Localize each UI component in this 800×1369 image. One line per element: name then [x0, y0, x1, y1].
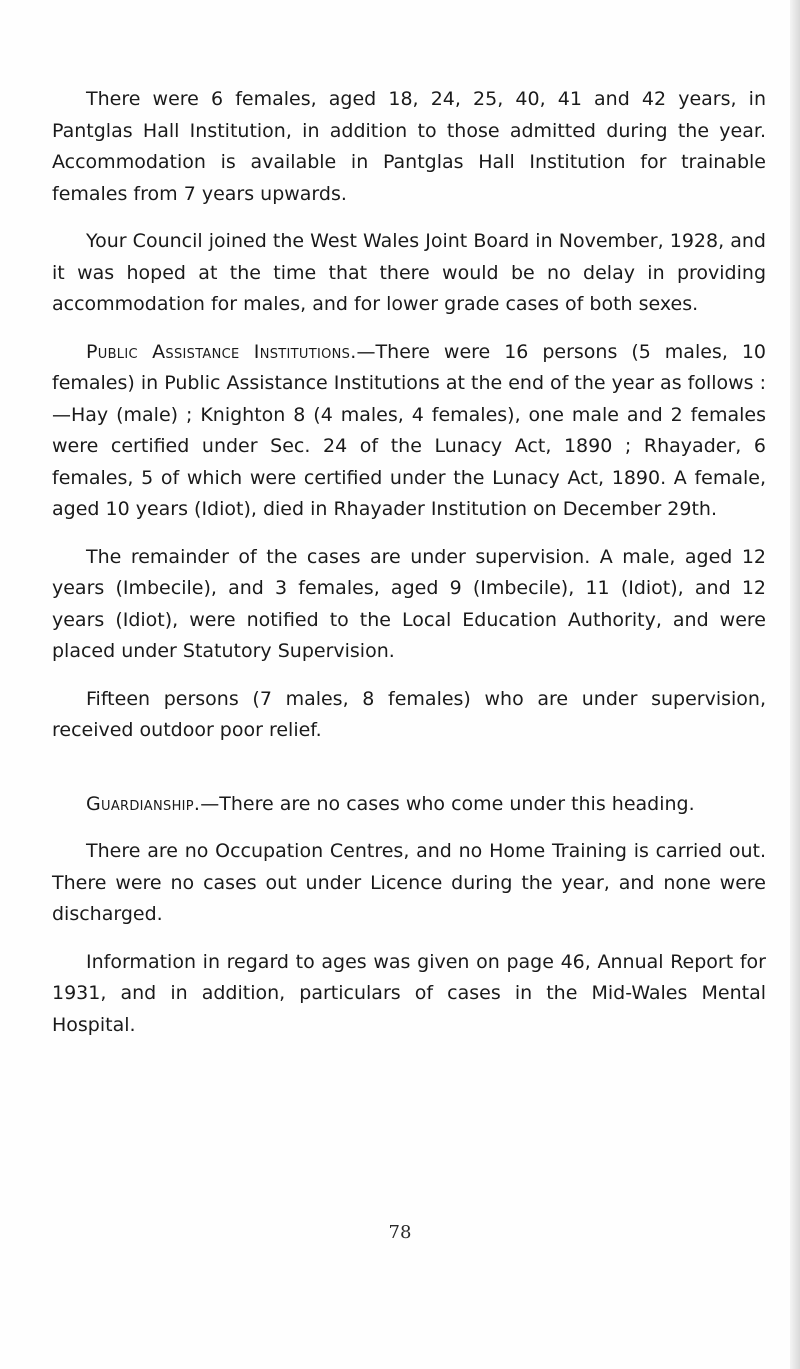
- paragraph-public-assistance: [52, 337, 766, 526]
- paragraph-guardianship: [52, 789, 766, 821]
- paragraph-supervision: The remainder of the cases are under supervision. A male, aged 12 years (Imbecile), and 3 females, aged 9 (Imbecile), 11 (Idiot), and 12 years (Idiot), were notified to the Local Education Authority, and were placed under Statutory Supervision.: [52, 545, 766, 662]
- heading-public-assistance-institutions: Public Assistance Institutions.: [86, 340, 357, 363]
- heading-guardianship: Guardianship.: [86, 792, 201, 815]
- page-edge-shadow: [790, 0, 800, 1369]
- report-body: [52, 84, 766, 1041]
- paragraph-occupation-centres: There are no Occupation Centres, and no Home Training is carried out. There were no cases out under Licence during the year, and none were discharged.: [52, 840, 766, 925]
- paragraph-public-assistance-body: —There were 16 persons (5 males, 10 females) in Public Assistance Institutions at the end of the year as follows :—Hay (male) ; Knighton 8 (4 males, 4 females), one male and 2 females were certified under Sec. 24 of the Lunacy Act, 1890 ; Rhayader, 6 females, 5 of which were certified under the Lunacy Act, 1890. A female, aged 10 years (Idiot), died in Rhayader Institution on December 29th.: [52, 340, 767, 520]
- page-number: 78: [388, 1222, 412, 1243]
- paragraph-guardianship-body: —There are no cases who come under this heading.: [200, 792, 695, 815]
- paragraph-ages-information: Information in regard to ages was given on page 46, Annual Report for 1931, and in addition, particulars of cases in the Mid-Wales Mental Hospital.: [52, 950, 766, 1036]
- paragraph-pantglas-hall: There were 6 females, aged 18, 24, 25, 40, 41 and 42 years, in Pantglas Hall Institution, in addition to those admitted during the year. Accommodation is available in Pantglas Hall Institution for trainable females from 7 years upwards.: [52, 88, 766, 205]
- paragraph-outdoor-relief: Fifteen persons (7 males, 8 females) who are under supervision, received outdoor poor relief.: [52, 687, 766, 741]
- paragraph-west-wales-board: Your Council joined the West Wales Joint Board in November, 1928, and it was hoped at the time that there would be no delay in providing accommodation for males, and for lower grade cases of both sexes.: [52, 230, 766, 315]
